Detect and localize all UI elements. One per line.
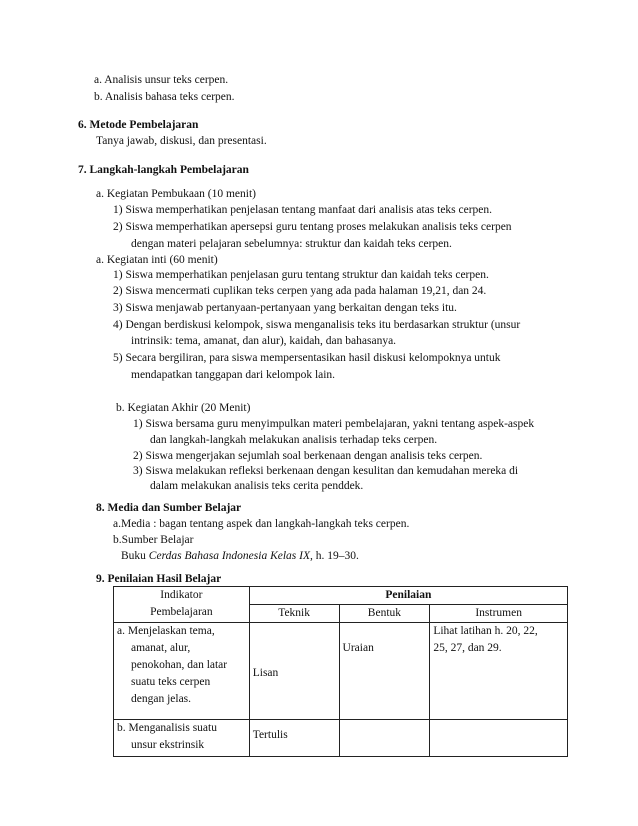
header-teknik: Teknik — [249, 605, 339, 623]
buku-title: Cerdas Bahasa Indonesia Kelas IX, — [148, 550, 313, 562]
header-bentuk: Bentuk — [339, 605, 430, 623]
row1-bentuk-text: Uraian — [342, 642, 374, 654]
table-row — [114, 720, 568, 757]
row1-instr-line2: 25, 27, dan 29. — [433, 642, 502, 654]
pembukaan-item-2-cont: dengan materi pelajaran sebelumnya: struktur dan kaidah teks cerpen. — [131, 238, 452, 250]
kegiatan-pembukaan-label: a. Kegiatan Pembukaan (10 menit) — [96, 188, 256, 200]
kegiatan-akhir-label: b. Kegiatan Akhir (20 Menit) — [116, 402, 251, 414]
row1-ind-line4: suatu teks cerpen — [131, 676, 211, 688]
section-9-heading: 9. Penilaian Hasil Belajar — [96, 573, 222, 585]
inti-item-4-cont: intrinsik: tema, amanat, dan alur), kaidah, dan bahasanya. — [131, 335, 397, 347]
header-penilaian: Penilaian — [249, 587, 567, 605]
row1-ind-line3: penokohan, dan latar — [131, 659, 228, 671]
header-indikator-line2: Pembelajaran — [150, 606, 213, 618]
row1-teknik — [249, 623, 339, 720]
akhir-item-3-cont: dalam melakukan analisis teks cerita penddek. — [150, 480, 364, 492]
inti-item-1: 1) Siswa memperhatikan penjelasan guru tentang struktur dan kaidah teks cerpen. — [113, 269, 489, 281]
buku-prefix: Buku — [121, 550, 149, 562]
buku-suffix: h. 19–30. — [312, 550, 359, 562]
akhir-item-2: 2) Siswa mengerjakan sejumlah soal berkenaan dengan analisis teks cerpen. — [133, 450, 483, 462]
header-indikator — [114, 587, 250, 623]
row1-instr-line1: Lihat latihan h. 20, 22, — [433, 625, 538, 637]
section-8-heading: 8. Media dan Sumber Belajar — [96, 502, 242, 514]
row2-ind-line2: unsur ekstrinsik — [131, 739, 205, 751]
row1-ind-line1: a. Menjelaskan tema, — [117, 625, 215, 637]
inti-item-2: 2) Siswa mencermati cuplikan teks cerpen yang ada pada halaman 19,21, dan 24. — [113, 285, 487, 297]
row2-ind-line1: b. Menganalisis suatu — [117, 722, 217, 734]
akhir-item-1: 1) Siswa bersama guru menyimpulkan materi pembelajaran, yakni tentang aspek-aspek — [133, 418, 535, 430]
row2-instrumen — [430, 720, 568, 757]
inti-item-5-cont: mendapatkan tanggapan dari kelompok lain. — [131, 369, 336, 381]
row1-ind-line2: amanat, alur, — [131, 642, 191, 654]
sumber-line: b.Sumber Belajar — [113, 534, 194, 546]
row1-teknik-text: Lisan — [252, 667, 279, 679]
section-7-heading: 7. Langkah-langkah Pembelajaran — [78, 164, 249, 176]
akhir-item-3: 3) Siswa melakukan refleksi berkenaan dengan kesulitan dan kemudahan mereka di — [133, 465, 519, 477]
row1-ind-line5: dengan jelas. — [131, 693, 192, 705]
row2-indikator — [114, 720, 250, 757]
kegiatan-inti-label: a. Kegiatan inti (60 menit) — [96, 254, 218, 266]
list-item-b: b. Analisis bahasa teks cerpen. — [94, 91, 235, 103]
buku-line — [121, 549, 359, 563]
pembukaan-item-2: 2) Siswa memperhatikan apersepsi guru tentang proses melakukan analisis teks cerpen — [113, 221, 512, 233]
table-row — [114, 623, 568, 720]
section-6-body: Tanya jawab, diskusi, dan presentasi. — [96, 135, 267, 147]
header-instrumen: Instrumen — [430, 605, 568, 623]
row2-teknik-text: Tertulis — [252, 729, 288, 741]
media-line: a.Media : bagan tentang aspek dan langkah-langkah teks cerpen. — [113, 518, 410, 530]
section-6-heading: 6. Metode Pembelajaran — [78, 119, 199, 131]
row1-indikator — [114, 623, 250, 720]
inti-item-3: 3) Siswa menjawab pertanyaan-pertanyaan yang berkaitan dengan teks itu. — [113, 302, 457, 314]
row1-bentuk — [339, 623, 430, 720]
inti-item-4: 4) Dengan berdiskusi kelompok, siswa menganalisis teks itu berdasarkan struktur (unsur — [113, 319, 521, 331]
row2-bentuk — [339, 720, 430, 757]
pembukaan-item-1: 1) Siswa memperhatikan penjelasan tentang manfaat dari analisis atas teks cerpen. — [113, 204, 493, 216]
row2-teknik — [249, 720, 339, 757]
row1-instrumen — [430, 623, 568, 720]
inti-item-5: 5) Secara bergiliran, para siswa mempersentasikan hasil diskusi kelompoknya untuk — [113, 352, 501, 364]
header-indikator-line1: Indikator — [160, 589, 203, 601]
penilaian-table — [113, 586, 568, 757]
list-item-a: a. Analisis unsur teks cerpen. — [94, 74, 229, 86]
table-header-row — [114, 587, 568, 605]
akhir-item-1-cont: dan langkah-langkah melakukan analisis terhadap teks cerpen. — [150, 434, 438, 446]
